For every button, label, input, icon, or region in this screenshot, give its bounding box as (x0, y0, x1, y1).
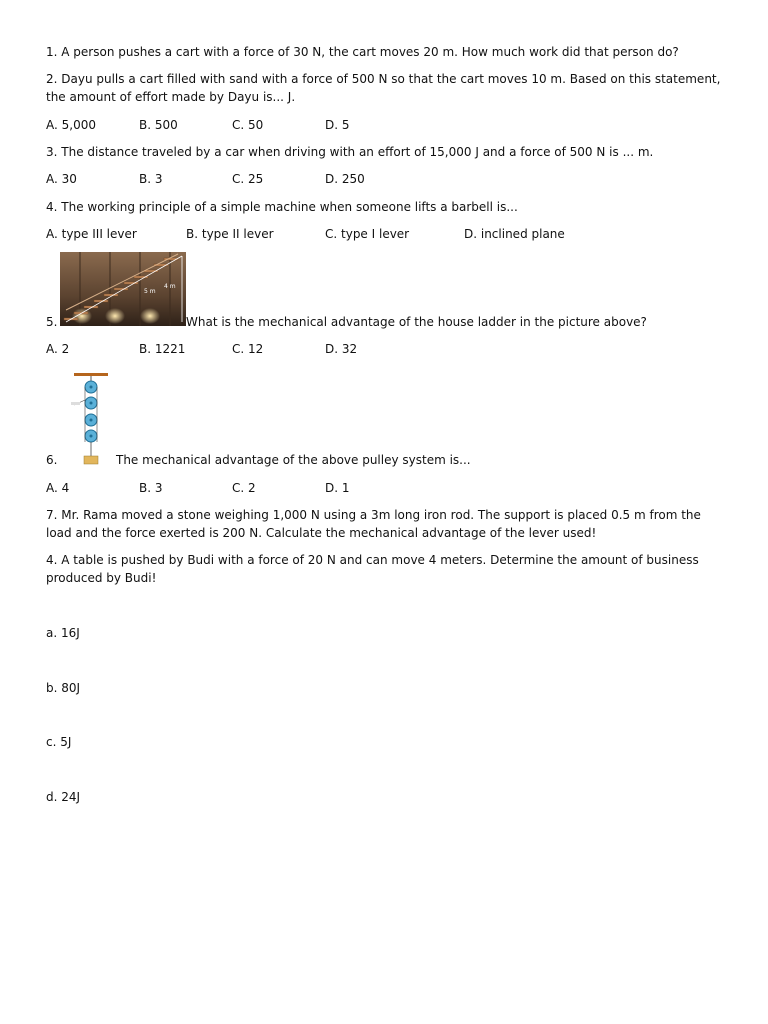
q3-option-d: D. 250 (325, 172, 365, 186)
q8-option-a: a. 16J (46, 626, 80, 640)
q6-option-d: D. 1 (325, 481, 350, 495)
q2-option-d: D. 5 (325, 118, 350, 132)
q2-option-c: C. 50 (232, 118, 264, 132)
pulley-system-image (68, 372, 114, 466)
question-5-number: 5. (46, 315, 58, 329)
q4-option-a: A. type III lever (46, 227, 137, 241)
q5-option-d: D. 32 (325, 342, 358, 356)
q8-option-b: b. 80J (46, 681, 81, 695)
question-2-text: 2. Dayu pulls a cart filled with sand with a force of 500 N so that the cart moves 10 m. Based on this statement, the amount of effort made by Dayu is... J. (46, 72, 721, 104)
q6-option-b: B. 3 (139, 481, 163, 495)
q8-option-d: d. 24J (46, 790, 81, 804)
q6-option-a: A. 4 (46, 481, 70, 495)
question-5-text: What is the mechanical advantage of the house ladder in the picture above? (186, 315, 647, 329)
question-4-text: 4. The working principle of a simple machine when someone lifts a barbell is... (46, 200, 518, 214)
q4-option-c: C. type I lever (325, 227, 410, 241)
question-8-text: 4. A table is pushed by Budi with a force of 20 N and can move 4 meters. Determine the amount of business produced by Budi! (46, 553, 699, 585)
q3-option-c: C. 25 (232, 172, 264, 186)
question-6-number: 6. (46, 453, 58, 467)
q8-option-c: c. 5J (46, 735, 72, 749)
q2-option-b: B. 500 (139, 118, 178, 132)
question-1-text: 1. A person pushes a cart with a force of 30 N, the cart moves 20 m. How much work did that person do? (46, 45, 679, 59)
q4-option-b: B. type II lever (186, 227, 274, 241)
question-3-text: 3. The distance traveled by a car when driving with an effort of 15,000 J and a force of 500 N is ... m. (46, 145, 654, 159)
question-7-text: 7. Mr. Rama moved a stone weighing 1,000 N using a 3m long iron rod. The support is placed 0.5 m from the load and the force exerted is 200 N. Calculate the mechanical advantage of the lever used! (46, 508, 701, 540)
staircase-slant-label: 5 m (144, 288, 156, 295)
staircase-height-label: 4 m (164, 283, 176, 290)
q3-option-a: A. 30 (46, 172, 77, 186)
q6-option-c: C. 2 (232, 481, 256, 495)
q2-option-a: A. 5,000 (46, 118, 96, 132)
q5-option-b: B. 1221 (139, 342, 186, 356)
q3-option-b: B. 3 (139, 172, 163, 186)
q5-option-a: A. 2 (46, 342, 70, 356)
q4-option-d: D. inclined plane (464, 227, 565, 241)
staircase-image (60, 252, 186, 326)
q5-option-c: C. 12 (232, 342, 264, 356)
question-6-text: The mechanical advantage of the above pulley system is... (116, 453, 471, 467)
